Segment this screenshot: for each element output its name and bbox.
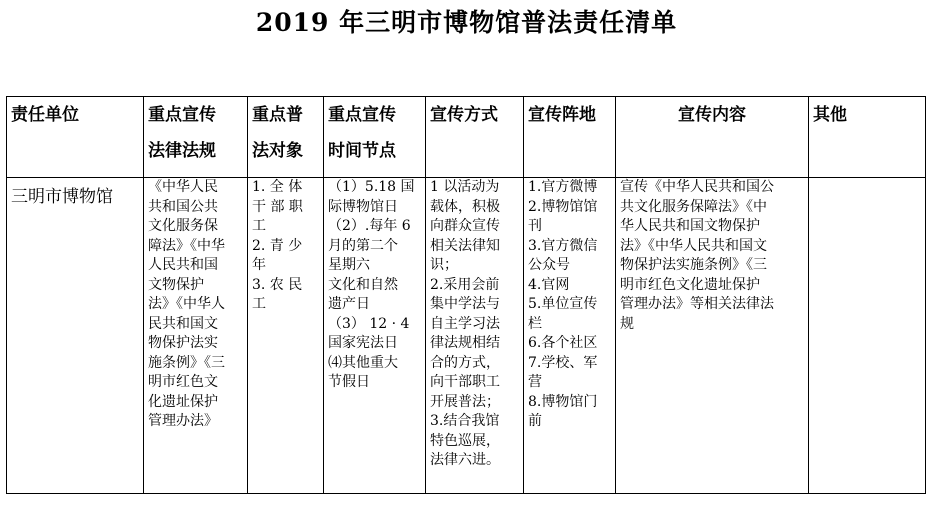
cell-line: 2.采用会前 <box>430 276 500 293</box>
header-position: 宣传阵地 <box>524 97 616 178</box>
cell-line: 向干部职工 <box>430 374 500 390</box>
cell-line: 文化和自然 <box>328 276 398 293</box>
cell-line: 人民共和国 <box>148 257 218 273</box>
cell-line: 国家宪法日 <box>328 335 398 351</box>
cell-line: 工 <box>252 296 266 312</box>
cell-line: 载体，积极 <box>430 198 500 215</box>
cell-line: 共和国公共 <box>148 198 218 215</box>
cell-line: 障法》《中华 <box>148 237 225 254</box>
cell-line: 相关法律知 <box>430 237 500 254</box>
cell-line: 识； <box>430 257 458 273</box>
cell-line: 向群众宣传 <box>430 218 500 234</box>
cell-line: 公众号 <box>528 257 570 273</box>
cell-line: 管理办法》等相关法律法 <box>620 296 774 312</box>
cell-line: 工 <box>252 218 266 234</box>
cell-line: 明市红色文化遗址保护 <box>620 276 760 293</box>
cell-laws <box>144 178 248 494</box>
cell-line: 3. 农 民 <box>252 276 303 293</box>
cell-line: 物保护法实 <box>148 335 218 351</box>
cell-line: 规 <box>620 315 634 332</box>
cell-line: 律法规相结 <box>430 335 500 351</box>
cell-unit: 三明市博物馆 <box>7 178 144 494</box>
cell-line: 月的第二个 <box>328 237 398 254</box>
cell-line: 明市红色文 <box>148 374 218 390</box>
cell-line: 6.各个社区 <box>528 335 598 351</box>
cell-line: 法》《中华人民共和国文 <box>620 237 767 254</box>
header-method: 宣传方式 <box>426 97 524 178</box>
cell-line: 法律六进。 <box>430 452 500 468</box>
cell-line: 年 <box>252 257 266 273</box>
header-unit: 责任单位 <box>7 97 144 178</box>
responsibility-table <box>6 96 926 494</box>
cell-other <box>809 178 926 494</box>
cell-line: 开展普法； <box>430 393 500 410</box>
cell-line: 刊 <box>528 218 542 234</box>
cell-line: 8.博物馆门 <box>528 393 598 410</box>
cell-line: 施条例》《三 <box>148 354 225 371</box>
header-laws: 重点宣传 法律法规 <box>144 97 248 178</box>
cell-line: （3） 12 · 4 <box>328 315 410 332</box>
cell-line: 遗产日 <box>328 296 370 312</box>
cell-line: 宣传《中华人民共和国公 <box>620 179 774 195</box>
header-row <box>7 97 926 178</box>
cell-line: 管理办法》 <box>148 413 218 429</box>
cell-contents <box>616 178 809 494</box>
cell-line: 1.官方微博 <box>528 179 598 195</box>
header-content: 宣传内容 <box>616 97 809 178</box>
cell-line: 3.结合我馆 <box>430 413 500 429</box>
cell-line: 3.官方微信 <box>528 237 598 254</box>
header-target: 重点普 法对象 <box>248 97 324 178</box>
cell-line: 共文化服务保障法》《中 <box>620 198 767 215</box>
cell-line: 际博物馆日 <box>328 198 398 215</box>
cell-line: 物保护法实施条例》《三 <box>620 257 767 273</box>
cell-times <box>324 178 426 494</box>
cell-line: 2.博物馆馆 <box>528 198 598 215</box>
cell-line: 2. 青 少 <box>252 237 303 254</box>
cell-line: 前 <box>528 413 542 429</box>
cell-line: （1）5.18 国 <box>328 179 415 195</box>
cell-line: 合的方式， <box>430 354 500 371</box>
cell-line: 华人民共和国文物保护 <box>620 218 760 234</box>
cell-line: 栏 <box>528 315 542 332</box>
cell-line: 集中学法与 <box>430 296 500 312</box>
cell-targets <box>248 178 324 494</box>
cell-line: 干 部 职 <box>252 198 303 215</box>
cell-line: （2）.每年 6 <box>328 218 411 234</box>
cell-methods <box>426 178 524 494</box>
cell-line: 1. 全 体 <box>252 179 303 195</box>
page-title: 2019 年三明市博物馆普法责任清单 <box>255 8 678 37</box>
cell-line: 文化服务保 <box>148 218 218 234</box>
cell-line: 节假日 <box>328 374 370 390</box>
cell-line: 星期六 <box>328 257 370 273</box>
header-other: 其他 <box>809 97 926 178</box>
cell-line: 法》《中华人 <box>148 296 225 312</box>
cell-line: 民共和国文 <box>148 315 218 332</box>
table-row <box>7 178 926 494</box>
cell-line: 文物保护 <box>148 276 204 293</box>
cell-line: ⑷其他重大 <box>328 354 398 371</box>
cell-line: 特色巡展， <box>430 432 500 449</box>
header-time: 重点宣传 时间节点 <box>324 97 426 178</box>
cell-line: 自主学习法 <box>430 315 500 332</box>
cell-line: 化遗址保护 <box>148 393 218 410</box>
cell-line: 5.单位宣传 <box>528 296 598 312</box>
cell-line: 营 <box>528 374 542 390</box>
cell-line: 1 以活动为 <box>430 179 500 195</box>
cell-line: 《中华人民 <box>148 179 218 195</box>
cell-line: 4.官网 <box>528 276 570 293</box>
cell-line: 7.学校、军 <box>528 354 598 371</box>
cell-positions <box>524 178 616 494</box>
